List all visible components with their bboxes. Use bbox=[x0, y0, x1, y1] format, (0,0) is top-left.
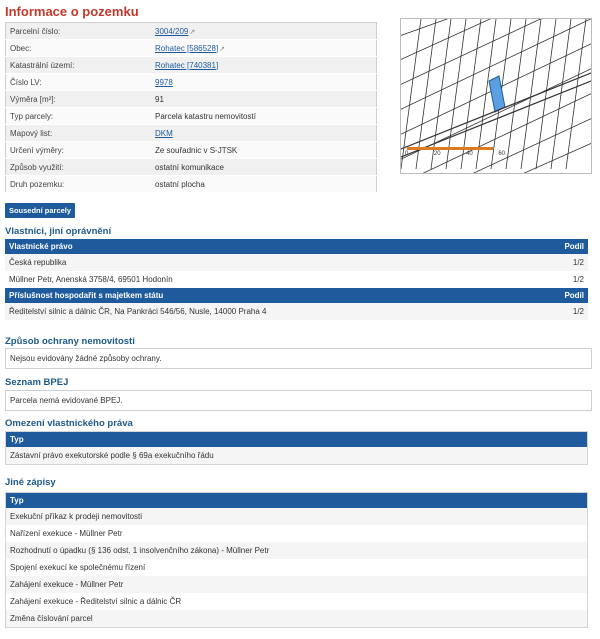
protection-box: Nejsou evidovány žádné způsoby ochrany. bbox=[5, 348, 592, 369]
column-header: Podíl bbox=[540, 239, 588, 254]
info-row-municipality bbox=[6, 40, 377, 57]
info-value: Ze souřadnic v S-JTSK bbox=[151, 142, 377, 159]
info-row-area-determination bbox=[6, 142, 377, 159]
manager-name: Ředitelství silnic a dálnic ČR, Na Pankráci 546/56, Nusle, 14000 Praha 4 bbox=[5, 303, 540, 320]
other-records-heading: Jiné zápisy bbox=[5, 477, 56, 488]
page-title: Informace o pozemku bbox=[5, 4, 139, 19]
municipality-link[interactable]: Rohatec [586528] bbox=[155, 43, 219, 53]
map-scale-labels bbox=[405, 151, 505, 157]
owner-name: Müllner Petr, Anenská 3758/4, 69501 Hodonín bbox=[5, 271, 540, 288]
table-row bbox=[6, 559, 588, 576]
table-row bbox=[6, 593, 588, 610]
scale-label: 0 bbox=[405, 151, 409, 157]
column-header: Typ bbox=[6, 432, 588, 448]
table-row bbox=[5, 254, 588, 271]
map-scale-bar bbox=[407, 147, 493, 150]
owner-share: 1/2 bbox=[540, 254, 588, 271]
external-link-icon[interactable]: ↗ bbox=[219, 45, 226, 53]
management-header-row bbox=[5, 288, 588, 303]
info-label: Určení výměry: bbox=[6, 142, 152, 159]
info-label: Výměra [m²]: bbox=[6, 91, 152, 108]
info-value: ostatní plocha bbox=[151, 176, 377, 193]
info-row-land-type bbox=[6, 176, 377, 193]
table-row bbox=[6, 525, 588, 542]
bpej-box: Parcela nemá evidované BPEJ. bbox=[5, 390, 592, 411]
other-records-table bbox=[5, 492, 588, 628]
record-type: Rozhodnutí o úpadku (§ 136 odst. 1 insolvenčního zákona) - Müllner Petr bbox=[6, 542, 588, 559]
scale-label: 40 bbox=[466, 151, 473, 157]
info-row-area bbox=[6, 91, 377, 108]
info-label: Mapový list: bbox=[6, 125, 152, 142]
record-type: Nařízení exekuce - Müllner Petr bbox=[6, 525, 588, 542]
info-row-parcel-number bbox=[6, 23, 377, 40]
column-header: Typ bbox=[6, 493, 588, 509]
protection-heading: Způsob ochrany nemovitosti bbox=[5, 336, 135, 347]
record-type: Zahájení exekuce - Ředitelství silnic a dálnic ČR bbox=[6, 593, 588, 610]
info-value: Parcela katastru nemovitostí bbox=[151, 108, 377, 125]
restrictions-table bbox=[5, 431, 588, 465]
lv-number-link[interactable]: 9978 bbox=[155, 77, 173, 87]
info-label: Druh pozemku: bbox=[6, 176, 152, 193]
map-sheet-link[interactable]: DKM bbox=[155, 128, 173, 138]
parcel-number-link[interactable]: 3004/209 bbox=[155, 26, 189, 36]
restriction-type: Zástavní právo exekutorské podle § 69a exekučního řádu bbox=[6, 447, 588, 465]
table-row bbox=[6, 576, 588, 593]
record-type: Zahájení exekuce - Müllner Petr bbox=[6, 576, 588, 593]
info-label: Způsob využití: bbox=[6, 159, 152, 176]
scale-label: 60 bbox=[498, 151, 505, 157]
info-label: Obec: bbox=[6, 40, 152, 57]
info-row-usage bbox=[6, 159, 377, 176]
info-row-parcel-type bbox=[6, 108, 377, 125]
table-row bbox=[6, 447, 588, 465]
info-value: 91 bbox=[151, 91, 377, 108]
restrictions-header-row bbox=[6, 432, 588, 448]
info-label: Parcelní číslo: bbox=[6, 23, 152, 40]
other-records-header-row bbox=[6, 493, 588, 509]
table-row bbox=[5, 271, 588, 288]
column-header: Podíl bbox=[540, 288, 588, 303]
table-row bbox=[6, 610, 588, 628]
table-row bbox=[6, 542, 588, 559]
parcel-info-table bbox=[5, 22, 377, 193]
table-row bbox=[6, 508, 588, 525]
owner-name: Česká republika bbox=[5, 254, 540, 271]
column-header: Příslušnost hospodařit s majetkem státu bbox=[5, 288, 540, 303]
ownership-header-row bbox=[5, 239, 588, 254]
ownership-heading: Vlastníci, jiní oprávnění bbox=[5, 226, 112, 237]
record-type: Exekuční příkaz k prodeji nemovitosti bbox=[6, 508, 588, 525]
table-row bbox=[5, 303, 588, 320]
info-label: Typ parcely: bbox=[6, 108, 152, 125]
owner-share: 1/2 bbox=[540, 271, 588, 288]
scale-label: 20 bbox=[433, 151, 441, 157]
neighbouring-parcels-button[interactable]: Sousední parcely bbox=[5, 203, 75, 218]
info-row-lv-number bbox=[6, 74, 377, 91]
cadastral-map[interactable] bbox=[400, 18, 592, 174]
cadastral-area-link[interactable]: Rohatec [740381] bbox=[155, 60, 219, 70]
record-type: Změna číslování parcel bbox=[6, 610, 588, 628]
info-row-cadastral-area bbox=[6, 57, 377, 74]
info-row-map-sheet bbox=[6, 125, 377, 142]
info-label: Katastrální území: bbox=[6, 57, 152, 74]
manager-share: 1/2 bbox=[540, 303, 588, 320]
column-header: Vlastnické právo bbox=[5, 239, 540, 254]
ownership-table bbox=[5, 239, 588, 320]
external-link-icon[interactable]: ↗ bbox=[189, 28, 196, 36]
info-value: ostatní komunikace bbox=[151, 159, 377, 176]
restrictions-heading: Omezení vlastnického práva bbox=[5, 418, 133, 429]
info-label: Číslo LV: bbox=[6, 74, 152, 91]
bpej-heading: Seznam BPEJ bbox=[5, 377, 69, 388]
record-type: Spojení exekucí ke společnému řízení bbox=[6, 559, 588, 576]
